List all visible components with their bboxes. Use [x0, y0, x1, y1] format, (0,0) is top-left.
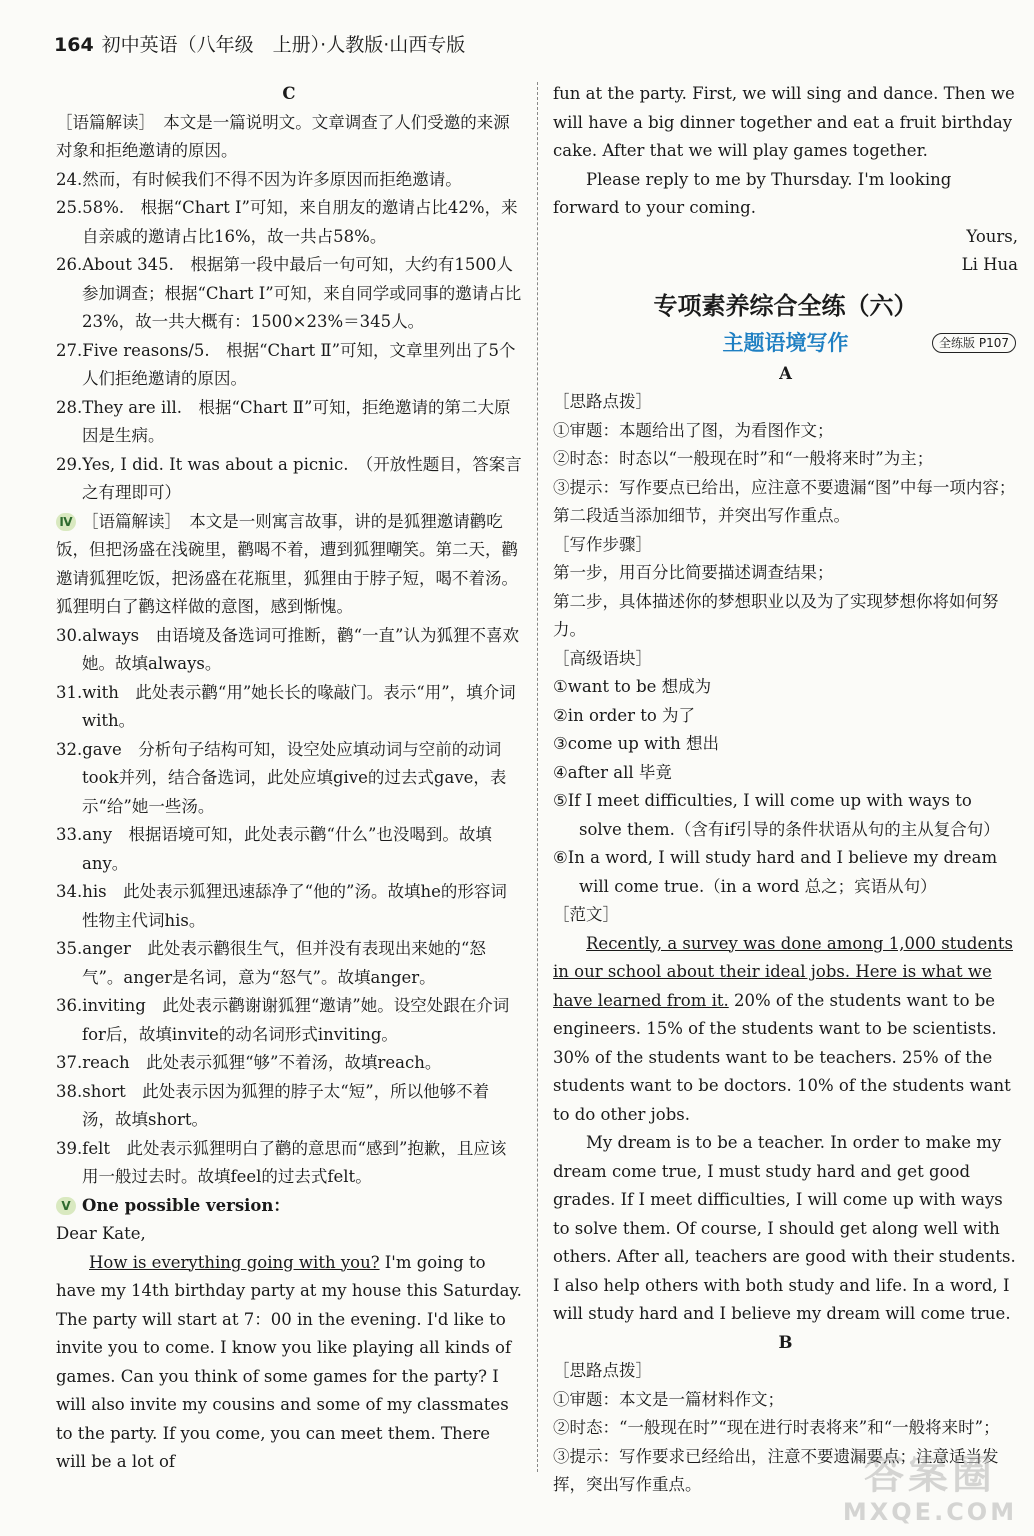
v-title: One possible version：	[82, 1195, 290, 1215]
answer-item: 28.They are ill. 根据“Chart Ⅱ”可知，拒绝邀请的第二大原因是生病。	[56, 397, 511, 445]
column-divider	[537, 82, 538, 1472]
watermark-line-2: MXQE.COM	[842, 1498, 1018, 1526]
sub-title: 主题语境写作	[722, 330, 849, 355]
b-heading-1: ［思路点拨］	[553, 1361, 652, 1380]
b-point: ②时态：“一般现在时”“现在进行时表将来”和“一般将来时”；	[553, 1418, 1000, 1437]
phrase-item: ②in order to 为了	[553, 705, 696, 725]
phrase-item: ①want to be 想成为	[553, 677, 712, 696]
answer-item: 33.any 根据语境可知，此处表示鹳“什么”也没喝到。故填any。	[56, 825, 492, 873]
phrase-item: ⑥In a word, I will study hard and I believe my dream will come true.（in a word 总之；宾语从句）	[553, 848, 998, 896]
answer-item: 26.About 345. 根据第一段中最后一句可知，大约有1500人参加调查；根据“Chart I”可知，来自同学或同事的邀请占比23%，故一共大概有：1500×23%＝345人。	[56, 255, 522, 331]
answer-item: 29.Yes, I did. It was about a picnic. （开放性题目，答案言之有理即可）	[56, 454, 522, 502]
iv-intro-text: ［语篇解读］ 本文是一则寓言故事，讲的是狐狸邀请鹳吃饭，但把汤盛在浅碗里，鹳喝不着，遭到狐狸嘲笑。第二天，鹳邀请狐狸吃饭，把汤盛在花瓶里，狐狸由于脖子短，喝不着汤。狐狸明白了鹳这样做的意图，感到惭愧。	[56, 511, 518, 616]
watermark-line-1: 答案圈	[864, 1452, 996, 1498]
subtitle-row	[553, 326, 1018, 360]
b-point: ①审题：本文是一篇材料作文；	[553, 1389, 784, 1409]
answer-item: 25.58%. 根据“Chart Ⅰ”可知，来自朋友的邀请占比42%，来自亲戚的邀请占比16%，故一共占58%。	[56, 198, 518, 246]
a-step: 第一步，用百分比简要描述调查结果；	[553, 563, 834, 582]
phrase-item: ④after all 毕竟	[553, 762, 672, 782]
letter-body	[56, 1249, 522, 1477]
a-heading-1: ［思路点拨］	[553, 392, 652, 411]
essay-underlined: Recently, a survey was done among 1,000 students in our school about their ideal jobs. Here is what we have learned from it.	[553, 933, 1013, 1010]
a-point: ②时态：时态以“一般现在时”和“一般将来时”为主；	[553, 449, 934, 468]
section-c-heading: C	[282, 84, 296, 103]
answer-item: 32.gave 分析句子结构可知，设空处应填动词与空前的动词took并列，结合备选词，此处应填give的过去式gave，表示“给”她一些汤。	[56, 739, 507, 816]
b-point: ③提示：写作要求已经给出，注意不要遗漏要点；注意适当发挥，突出写作重点。	[553, 1446, 999, 1494]
essay-rest: 20% of the students want to be engineers. 15% of the students want to be scientists. 30% of the students want to be teachers. 25% of the students want to be doctors. 10% of the students want to do other jobs.	[553, 990, 1011, 1124]
answer-item: 34.his 此处表示狐狸迅速舔净了“他的”汤。故填he的形容词性物主代词his。	[56, 882, 507, 930]
letter-continued: fun at the party. First, we will sing and dance. Then we will have a big dinner together and eat a fruit birthday cake. After that we will play games together.	[553, 84, 1015, 160]
right-column	[553, 80, 1018, 1500]
watermark-logo	[830, 1452, 1030, 1532]
iv-intro	[56, 508, 522, 622]
section-iv-badge: Ⅳ	[56, 513, 76, 531]
essay-paragraph-1	[553, 930, 1018, 1130]
answer-item: 38.short 此处表示因为狐狸的脖子太“短”，所以他够不着汤，故填short。	[56, 1081, 490, 1129]
c-intro: ［语篇解读］ 本文是一篇说明文。文章调查了人们受邀的来源对象和拒绝邀请的原因。	[56, 112, 510, 160]
answer-item: 30.always 由语境及备选词可推断，鹳“一直”认为狐狸不喜欢她。故填always。	[56, 625, 519, 673]
part-b-heading: B	[778, 1332, 793, 1352]
section-title: 专项素养综合全练（六）	[653, 291, 918, 320]
letter-paragraph-2: Please reply to me by Thursday. I'm looking forward to your coming.	[553, 169, 952, 217]
a-point: ③提示：写作要点已给出，应注意不要遗漏“图”中每一项内容；第二段适当添加细节，并突出写作重点。	[553, 477, 1016, 525]
a-step: 第二步，具体描述你的梦想职业以及为了实现梦想你将如何努力。	[553, 591, 999, 639]
letter-greeting: Dear Kate,	[56, 1224, 146, 1243]
letter-signature: Li Hua	[961, 255, 1018, 274]
phrase-item: ③come up with 想出	[553, 734, 719, 753]
a-heading-3: ［高级语块］	[553, 648, 652, 668]
answer-item: 24.然而，有时候我们不得不因为许多原因而拒绝邀请。	[56, 169, 462, 189]
answer-item: 39.felt 此处表示狐狸明白了鹳的意思而“感到”抱歉，且应该用一般过去时。故填feel的过去式felt。	[56, 1138, 507, 1186]
section-v-badge: Ⅴ	[56, 1197, 76, 1215]
phrase-item: ⑤If I meet difficulties, I will come up with ways to solve them.（含有if引导的条件状语从句的主从复合句）	[553, 791, 1000, 839]
page-ref-badge: 全练版 P107	[932, 333, 1016, 353]
letter-underlined: How is everything going with you?	[89, 1252, 380, 1272]
a-heading-2: ［写作步骤］	[553, 534, 652, 554]
a-point: ①审题：本题给出了图，为看图作文；	[553, 420, 834, 440]
letter-rest: I'm going to have my 14th birthday party at my house this Saturday. The party will start at 7：00 in the evening. I'd like to invite you to come. I know you like playing all kinds of games. Can you think of some games for the party? I will also invite my cousins and some of my classmates to the party. If you come, you can meet them. There will be a lot of	[56, 1252, 522, 1471]
page-number: 164	[54, 34, 94, 56]
a-heading-4: ［范文］	[553, 905, 619, 924]
answer-item: 31.with 此处表示鹳“用”她长长的喙敲门。表示“用”，填介词with。	[56, 682, 516, 730]
v-heading	[56, 1192, 522, 1221]
part-a-heading: A	[779, 363, 792, 383]
answer-item: 37.reach 此处表示狐狸“够”不着汤，故填reach。	[56, 1053, 442, 1072]
book-title: 初中英语（八年级 上册）·人教版·山西专版	[101, 34, 466, 56]
answer-item: 36.inviting 此处表示鹳谢谢狐狸“邀请”她。设空处跟在介词for后，故填invite的动名词形式inviting。	[56, 996, 510, 1044]
essay-paragraph-2: My dream is to be a teacher. In order to make my dream come true, I must study hard and get good grades. If I meet difficulties, I will come up with ways to solve them. Of course, I should get along well with others. After all, teachers are good with their students. I also help others with both study and life. In a word, I will study hard and I believe my dream will come true.	[553, 1133, 1016, 1323]
answer-item: 27.Five reasons/5. 根据“Chart Ⅱ”可知，文章里列出了5个人们拒绝邀请的原因。	[56, 340, 516, 388]
letter-closing: Yours,	[966, 226, 1018, 246]
page-header	[54, 28, 1014, 62]
left-column	[56, 80, 522, 1477]
answer-item: 35.anger 此处表示鹳很生气，但并没有表现出来她的“怒气”。anger是名词，意为“怒气”。故填anger。	[56, 939, 486, 987]
